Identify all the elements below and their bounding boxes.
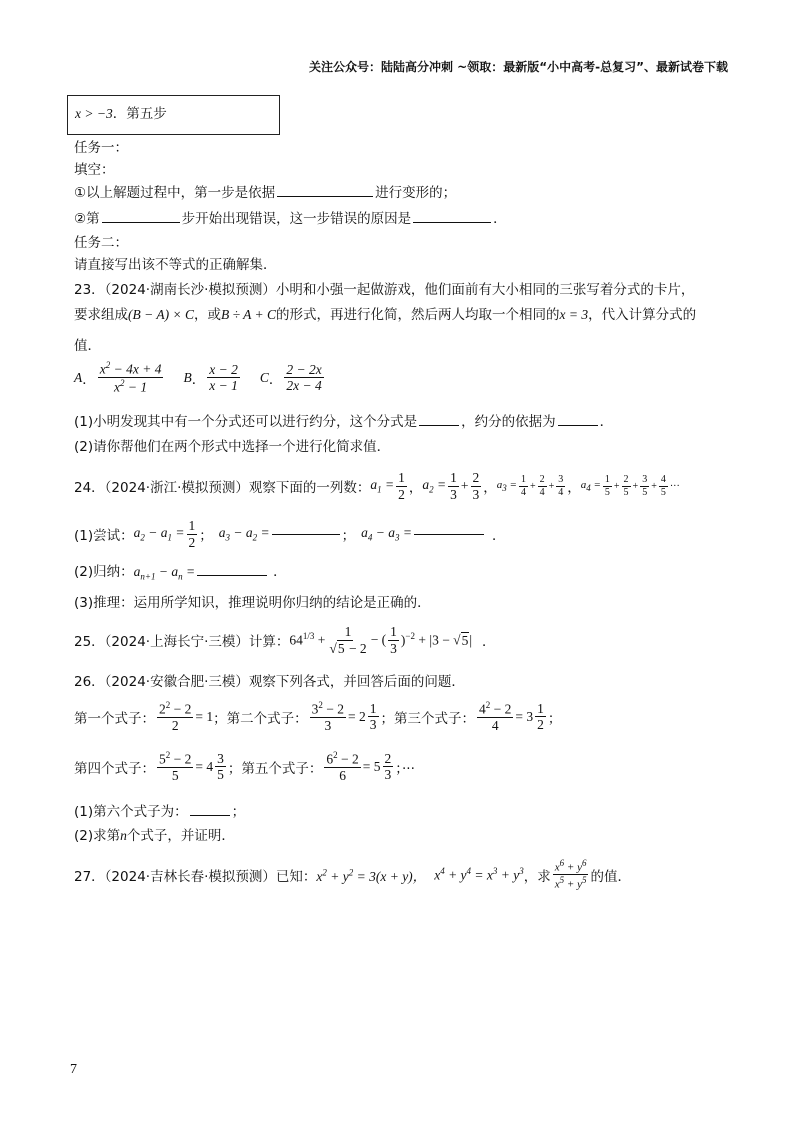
q23-line2: 要求组成(B − A) × C，或B ÷ A + C的形式，再进行化简，然后两人均取一个相同的x = 3，代入计算分式的 bbox=[74, 307, 697, 323]
q23-line1: 23．（2024·湖南长沙·模拟预测）小明和小强一起做游戏，他们面前有大小相同的三张写着分式的卡片， bbox=[74, 282, 695, 298]
q24-sub3: (3)推理：运用所学知识，推理说明你归纳的结论是正确的． bbox=[74, 595, 431, 611]
page-header: 关注公众号：陆陆高分冲刺 ~领取：最新版“小中高考-总复习”、最新试卷下载 bbox=[309, 60, 728, 74]
task2-title: 任务二： bbox=[74, 235, 128, 251]
q26-sub2: (2)求第n个式子，并证明． bbox=[74, 828, 235, 844]
task2-text: 请直接写出该不等式的正确解集． bbox=[74, 257, 277, 273]
q24-sub2: (2)归纳：$a_{n+1} - a_n$ = ． bbox=[74, 564, 287, 582]
q23-sub1: (1)小明发现其中有一个分式还可以进行约分，这个分式是 ，约分的依据为 ． bbox=[74, 414, 614, 430]
task1-q1: ①以上解题过程中，第一步是依据 进行变形的； bbox=[74, 185, 457, 201]
q26-line1: 26．（2024·安徽合肥·三模）观察下列各式，并回答后面的问题． bbox=[74, 674, 465, 690]
q23-line3: 值． bbox=[74, 338, 101, 354]
task1-fill: 填空： bbox=[74, 162, 115, 178]
q26-row1: 第一个式子： $\frac{2^2 - 2}{2}$ = 1 ；第二个式子： $\frac{3^2 - 2}{3}$ = 2 $\frac{1}{3}$ ；第三个式子： $\frac{4^2 - 2}{4}$ = 3 $\frac{1}{2}$ ； bbox=[74, 700, 562, 734]
q23-sub2: (2)请你帮他们在两个形式中选择一个进行化简求值． bbox=[74, 439, 391, 455]
task1-q2: ②第 步开始出现错误，这一步错误的原因是 ． bbox=[74, 211, 507, 227]
q25-line1: 25．（2024·上海长宁·三模）计算： $64^{1/3}$ + $\frac{1}{√5 - 2}$ − ( $\frac{1}{3}$ )$^{-2}$ + |3 − √5| ． bbox=[74, 624, 496, 656]
q24-sub1: (1)尝试： $a_2 - a_1$ = $\frac{1}{2}$ ； $a_3 - a_2$ = ； $a_4 - a_3$ = ． bbox=[74, 518, 506, 550]
box-content: x > −3．第五步 bbox=[75, 106, 167, 122]
q27-line1: 27．（2024·吉林长春·模拟预测）已知： $x^2 + y^2 = 3(x + y)$， $x^4 + y^4 = x^3 + y^3$ ，求 $\frac{x^6 + y^6}{x^5 + y^5}$ 的值． bbox=[74, 858, 631, 891]
q26-row2: 第四个式子： $\frac{5^2 - 2}{5}$ = 4 $\frac{3}{5}$ ；第五个式子： $\frac{6^2 - 2}{6}$ = 5 $\frac{2}{3}$ ；··· bbox=[74, 750, 415, 784]
q23-cards: A ． $\frac{x^2 - 4x + 4}{x^2 - 1}$ B ． $\frac{x - 2}{x - 1}$ C ． $\frac{2 - 2x}{2x - 4}$ bbox=[74, 360, 322, 395]
task1-title: 任务一： bbox=[74, 140, 128, 156]
q26-sub1: (1)第六个式子为： ； bbox=[74, 804, 246, 820]
page-number: 7 bbox=[70, 1062, 77, 1077]
q24-line1: 24．（2024·浙江·模拟预测）观察下面的一列数： $a_1$ = $\frac{1}{2}$ ， $a_2$ = $\frac{1}{3}$ + $\frac{2}{3}$ ， $a_3$ = $\frac{1}{4}$ + $\frac{2}{4}$ + $\frac{3}{4}$ ， $a_4$ = $\frac{1}{5}$ + $\frac{2}{5}$ + $\frac{3}{5}$ + $\frac{4}{5}$ ··· bbox=[74, 470, 680, 502]
